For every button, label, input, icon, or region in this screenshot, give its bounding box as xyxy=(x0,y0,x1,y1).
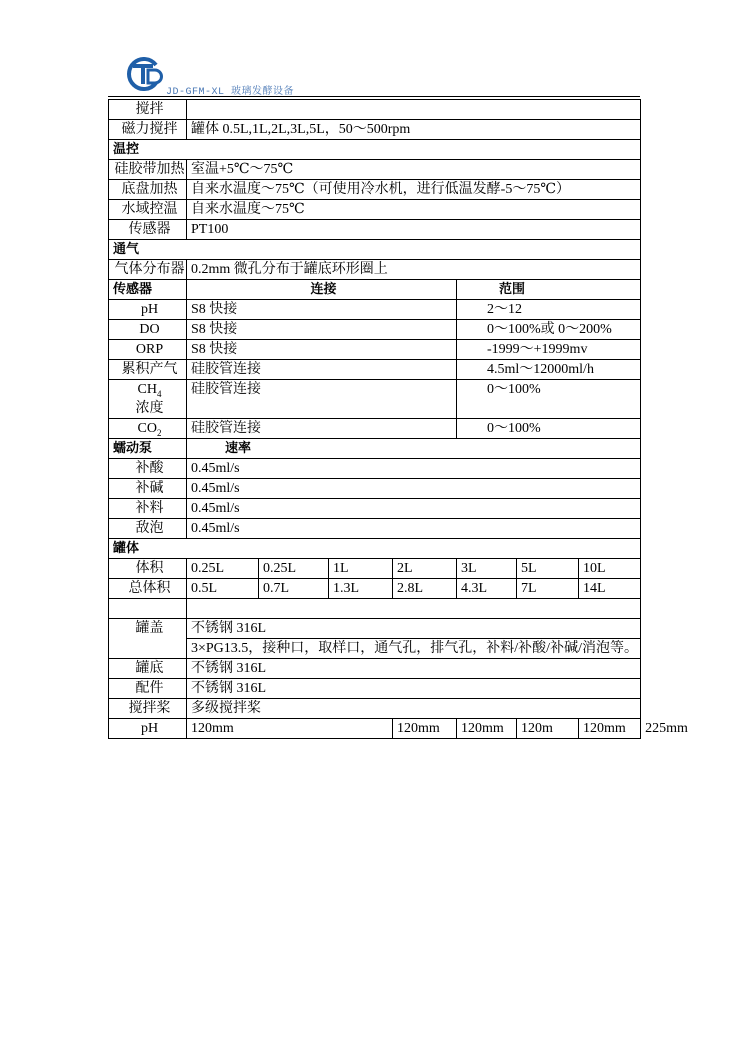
section-row xyxy=(109,140,641,160)
parts-label: 配件 xyxy=(109,679,187,699)
total-volume-cell: 1.3L xyxy=(329,579,393,599)
ph-cell: 120mm xyxy=(187,719,393,739)
temp-label: 硅胶带加热 xyxy=(109,160,187,180)
pump-value: 0.45ml/s xyxy=(187,459,641,479)
impeller-value: 多级搅拌桨 xyxy=(187,699,641,719)
temp-value: 室温+5℃～75℃ xyxy=(187,160,641,180)
sensor-range: 2～12 xyxy=(457,300,641,320)
volume-cell: 0.25L xyxy=(259,559,329,579)
sensor-connect: S8 快接 xyxy=(187,340,457,360)
table-row xyxy=(109,100,641,120)
temp-value: 自来水温度～75℃（可使用冷水机，进行低温发酵-5～75℃） xyxy=(187,180,641,200)
total-volume-cell: 14L xyxy=(579,579,641,599)
temp-label: 传感器 xyxy=(109,220,187,240)
lid-material: 不锈钢 316L xyxy=(187,619,641,639)
total-volume-cell: 0.7L xyxy=(259,579,329,599)
table-row xyxy=(109,599,641,619)
temp-label: 水域控温 xyxy=(109,200,187,220)
bottom-value: 不锈钢 316L xyxy=(187,659,641,679)
pump-value: 0.45ml/s xyxy=(187,479,641,499)
table-row xyxy=(109,519,641,539)
spec-document xyxy=(108,99,688,739)
temp-value: 自来水温度～75℃ xyxy=(187,200,641,220)
ph-cell: 120mm xyxy=(457,719,517,739)
total-volume-cell: 0.5L xyxy=(187,579,259,599)
section-row xyxy=(109,439,641,459)
table-row xyxy=(109,499,641,519)
sensor-range: 0～100% xyxy=(457,380,641,419)
table-row xyxy=(109,340,641,360)
lid-label: 罐盖 xyxy=(109,619,187,659)
magnetic-stirring-label: 磁力搅拌 xyxy=(109,120,187,140)
volume-cell: 1L xyxy=(329,559,393,579)
sensor-connect: S8 快接 xyxy=(187,320,457,340)
section-temp: 温控 xyxy=(109,140,641,160)
header-title: JD-GFM-XL 玻璃发酵设备 xyxy=(166,87,295,98)
total-volume-cell: 4.3L xyxy=(457,579,517,599)
aeration-value: 0.2mm 微孔分布于罐底环形圈上 xyxy=(187,260,641,280)
table-row xyxy=(109,559,641,579)
magnetic-stirring-value: 罐体 0.5L,1L,2L,3L,5L，50～500rpm xyxy=(187,120,641,140)
sensor-connect: 硅胶管连接 xyxy=(187,380,457,419)
pump-label: 补料 xyxy=(109,499,187,519)
stirring-label: 搅拌 xyxy=(109,100,187,120)
section-aeration: 通气 xyxy=(109,240,641,260)
temp-label: 底盘加热 xyxy=(109,180,187,200)
table-row xyxy=(109,679,641,699)
sensor-connect: S8 快接 xyxy=(187,300,457,320)
volume-cell: 5L xyxy=(517,559,579,579)
sensor-range: -1999～+1999mv xyxy=(457,340,641,360)
sensor-connect: 硅胶管连接 xyxy=(187,419,457,439)
volume-label: 体积 xyxy=(109,559,187,579)
sensor-range: 4.5ml～12000ml/h xyxy=(457,360,641,380)
ph-cell: 120mm xyxy=(393,719,457,739)
bottom-label: 罐底 xyxy=(109,659,187,679)
impeller-label: 搅拌桨 xyxy=(109,699,187,719)
table-row xyxy=(109,619,641,639)
pump-value: 0.45ml/s xyxy=(187,499,641,519)
table-row xyxy=(109,160,641,180)
spec-table xyxy=(108,99,688,739)
table-row xyxy=(109,579,641,599)
page-header xyxy=(108,55,640,99)
ph-cell: 120mm xyxy=(579,719,641,739)
pump-label: 补碱 xyxy=(109,479,187,499)
sensor-label: 累积产气 xyxy=(109,360,187,380)
section-pump: 蠕动泵 xyxy=(109,439,187,459)
table-row xyxy=(109,479,641,499)
table-row xyxy=(109,360,641,380)
table-row xyxy=(109,380,641,419)
section-row xyxy=(109,280,641,300)
sensor-label: $CO_2$ xyxy=(109,419,187,439)
lid-ports: 3×PG13.5，接种口，取样口，通气孔，排气孔，补料/补酸/补碱/消泡等。 xyxy=(187,639,641,659)
section-sensors: 传感器 xyxy=(109,280,187,300)
jd-logo-icon xyxy=(122,57,164,91)
volume-cell: 10L xyxy=(579,559,641,579)
sensor-label: pH xyxy=(109,300,187,320)
temp-value: PT100 xyxy=(187,220,641,240)
aeration-label: 气体分布器 xyxy=(109,260,187,280)
header-divider xyxy=(108,96,640,97)
sensor-label: $CH_4$ 浓度 xyxy=(109,380,187,419)
table-row xyxy=(109,200,641,220)
total-volume-cell: 2.8L xyxy=(393,579,457,599)
sensor-connect: 硅胶管连接 xyxy=(187,360,457,380)
table-row xyxy=(109,639,641,659)
table-row xyxy=(109,320,641,340)
table-row xyxy=(109,120,641,140)
sensor-range: 0～100%或 0～200% xyxy=(457,320,641,340)
sensor-label: DO xyxy=(109,320,187,340)
table-row xyxy=(109,699,641,719)
total-volume-label: 总体积 xyxy=(109,579,187,599)
table-row: pH 120mm 120mm 120mm 120m 120mm 225mm xyxy=(109,719,641,739)
table-row xyxy=(109,659,641,679)
table-row xyxy=(109,220,641,240)
section-row xyxy=(109,240,641,260)
section-vessel: 罐体 xyxy=(109,539,641,559)
sensor-label: ORP xyxy=(109,340,187,360)
table-row xyxy=(109,260,641,280)
table-row xyxy=(109,180,641,200)
pump-value: 0.45ml/s xyxy=(187,519,641,539)
pump-label: 敌泡 xyxy=(109,519,187,539)
ph-cell: 120m xyxy=(517,719,579,739)
table-row xyxy=(109,300,641,320)
volume-cell: 2L xyxy=(393,559,457,579)
volume-cell: 0.25L xyxy=(187,559,259,579)
ph-label: pH xyxy=(109,719,187,739)
pump-label: 补酸 xyxy=(109,459,187,479)
table-row xyxy=(109,419,641,439)
volume-cell: 3L xyxy=(457,559,517,579)
col-connect: 连接 xyxy=(310,282,337,297)
table-row xyxy=(109,459,641,479)
parts-value: 不锈钢 316L xyxy=(187,679,641,699)
total-volume-cell: 7L xyxy=(517,579,579,599)
col-rate: 速率 xyxy=(225,441,252,456)
col-range: 范围 xyxy=(499,282,526,297)
sensor-range: 0～100% xyxy=(457,419,641,439)
section-row xyxy=(109,539,641,559)
